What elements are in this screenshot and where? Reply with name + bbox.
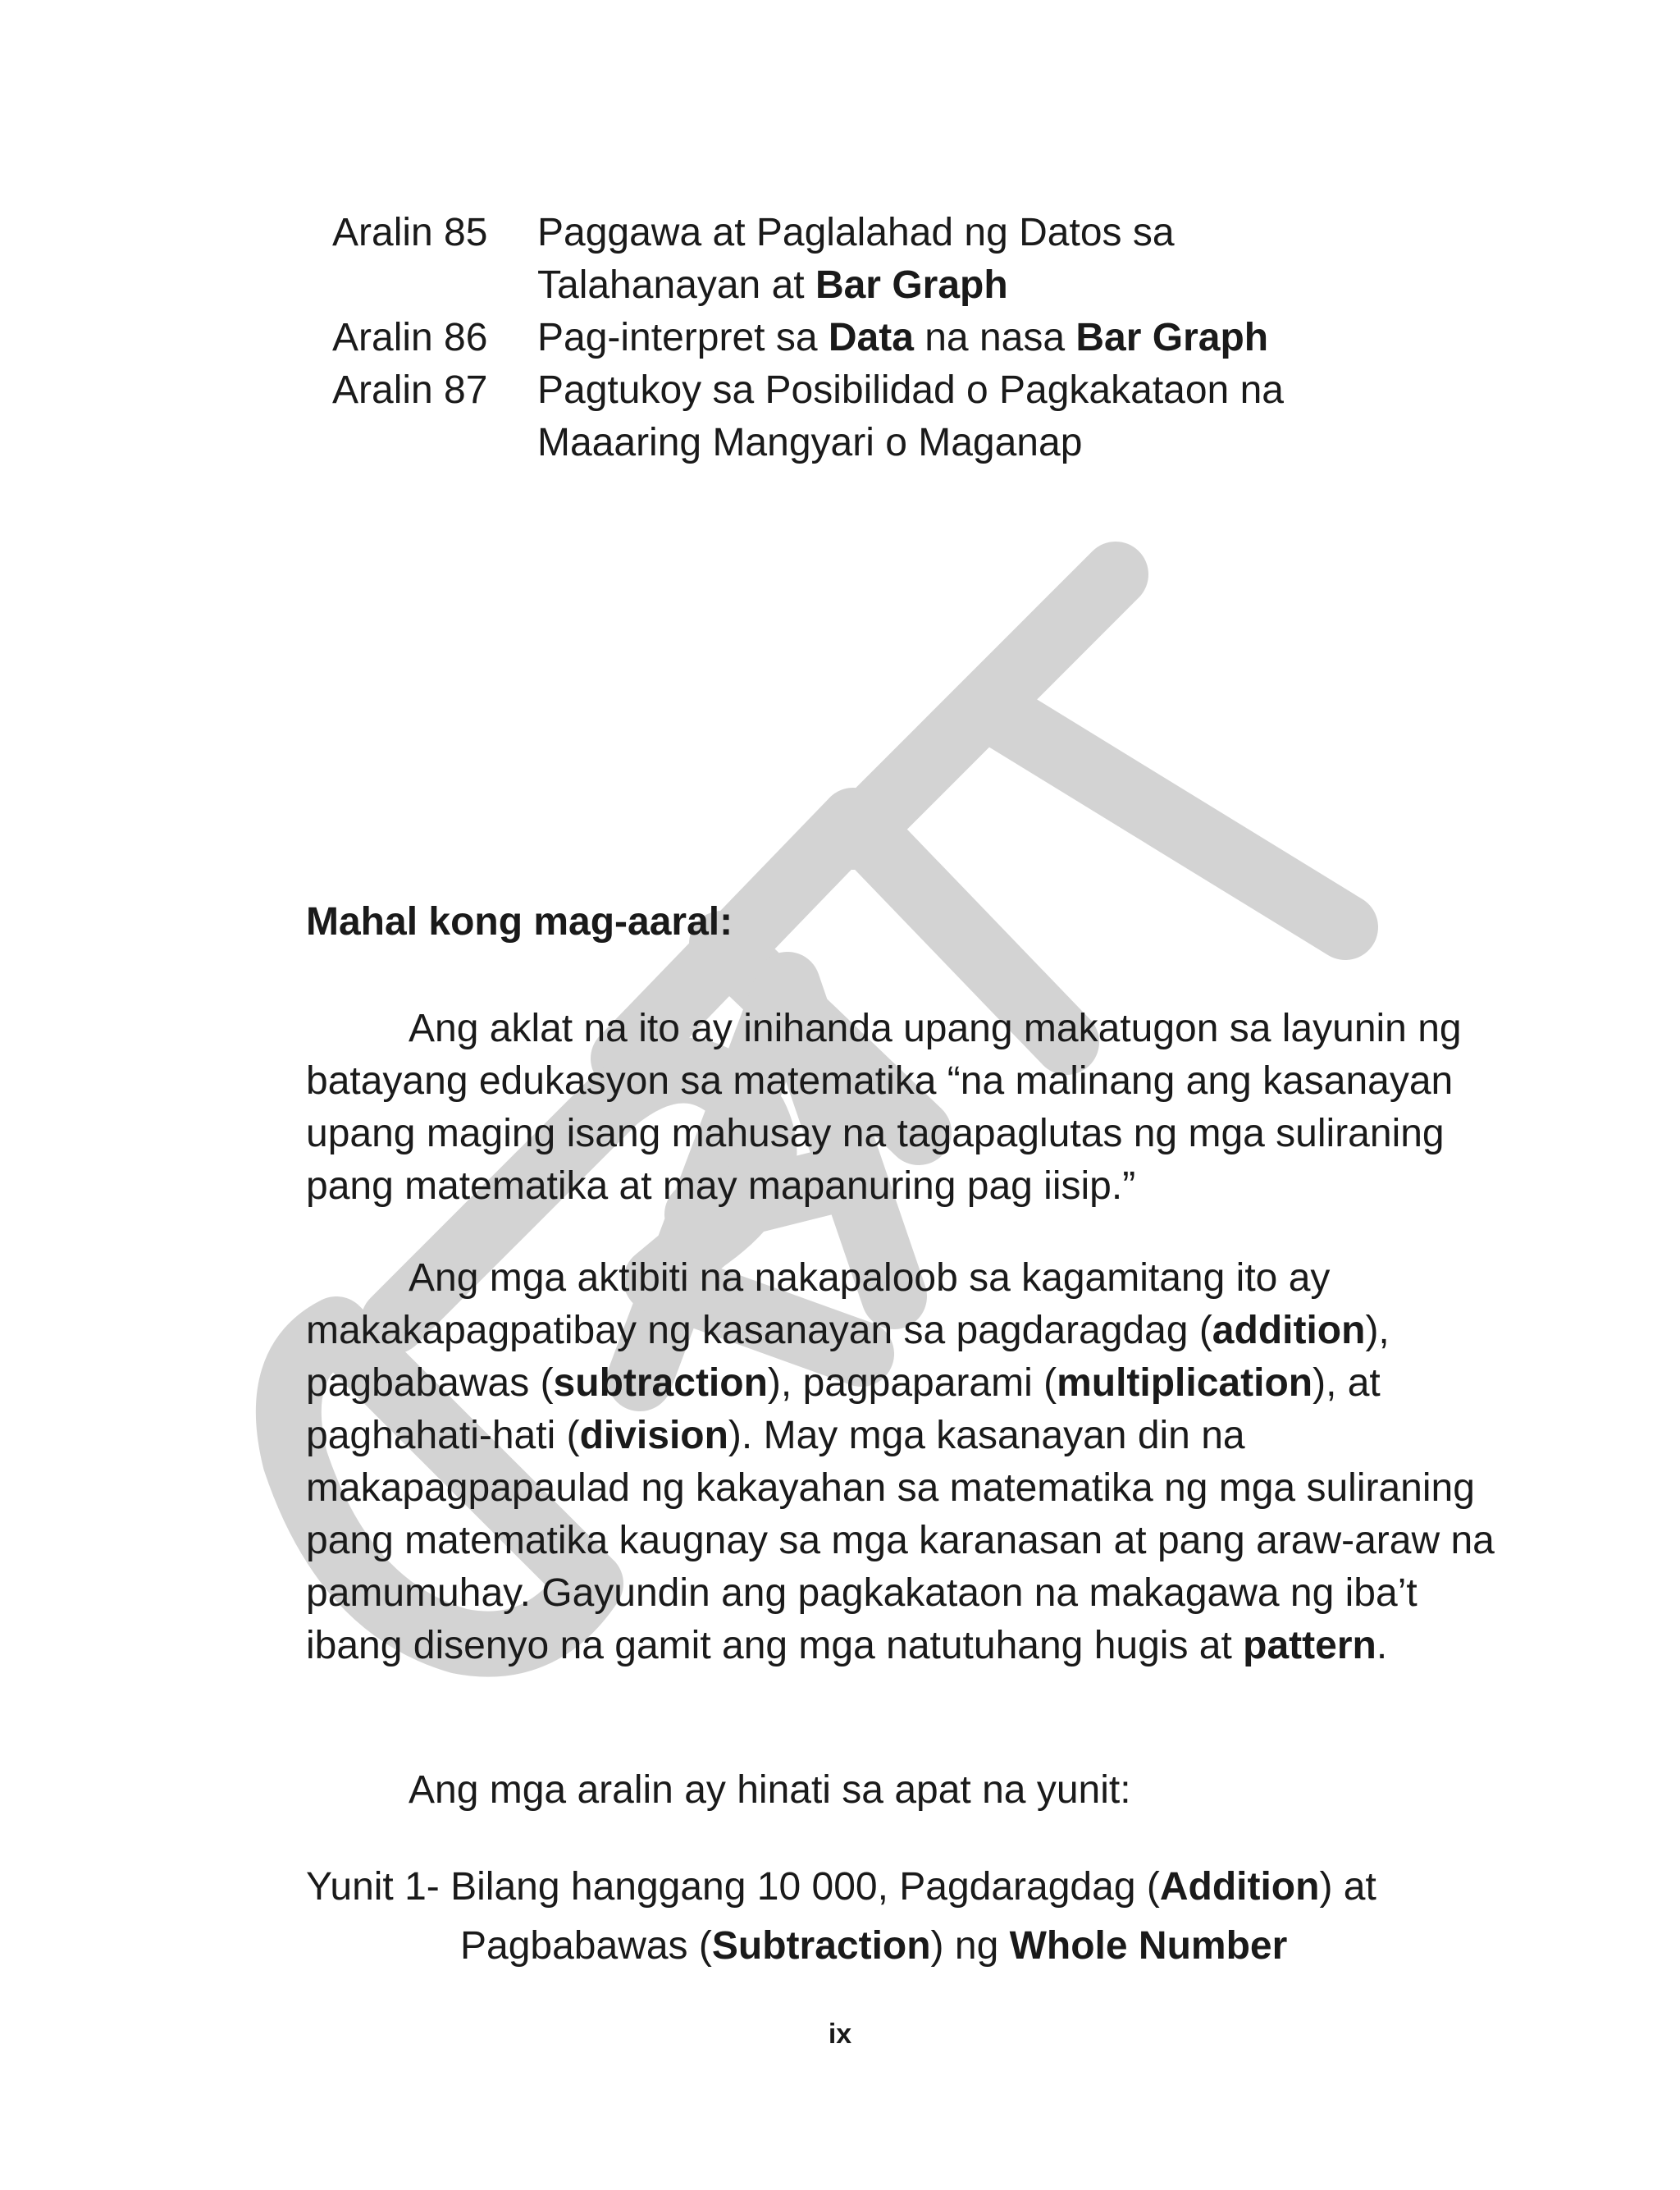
paragraph-text: ), pagbabawas (: [306, 1309, 1390, 1405]
units-intro-paragraph: [306, 1764, 1495, 1817]
toc-entry: [332, 207, 1358, 312]
toc-text: Pag-interpret sa: [537, 316, 829, 359]
bold-term: Addition: [1159, 1865, 1320, 1909]
bold-term: Whole Number: [1009, 1924, 1288, 1968]
toc-entry-number: Aralin 85: [332, 211, 488, 254]
intro-paragraph: [306, 1003, 1495, 1213]
paragraph-text: Ang mga aktibiti na nakapaloob sa kagamitang ito ay makakapagpatibay ng kasanayan sa pagdaragdag (: [306, 1256, 1331, 1352]
toc-entry-title-line: Maaaring Mangyari o Maganap: [537, 421, 1083, 464]
table-of-contents: [332, 207, 1358, 469]
toc-entry-title: [537, 312, 1358, 364]
toc-text: na nasa: [913, 316, 1076, 359]
activities-paragraph: [306, 1252, 1495, 1672]
letter-salutation: Mahal kong mag-aaral:: [306, 900, 733, 944]
toc-entry-number: Aralin 86: [332, 316, 488, 359]
toc-entry-title: [537, 364, 1358, 469]
paragraph-text: .: [1376, 1624, 1388, 1667]
unit-continuation-line: [306, 1917, 1495, 1976]
toc-entry-title-line: [537, 259, 1358, 312]
paragraph-text: ), at paghahati-hati (: [306, 1361, 1381, 1457]
bold-term: division: [579, 1414, 728, 1457]
bold-term: multiplication: [1057, 1361, 1313, 1405]
toc-entry-title: [537, 207, 1358, 312]
toc-entry: [332, 312, 1358, 364]
unit-1-entry: [306, 1858, 1495, 1976]
page-number: ix: [828, 2019, 852, 2050]
toc-bold-term: Data: [828, 316, 914, 359]
bold-term: pattern: [1243, 1624, 1376, 1667]
unit-text: Yunit 1- Bilang hanggang 10 000, Pagdaragdag (: [306, 1865, 1160, 1909]
unit-text: ) ng: [930, 1924, 1010, 1968]
bold-term: subtraction: [553, 1361, 768, 1405]
toc-entry-title-line: Pagtukoy sa Posibilidad o Pagkakataon na: [537, 368, 1284, 412]
toc-text: Talahanayan at: [537, 263, 815, 307]
paragraph-text: Ang mga aralin ay hinati sa apat na yunit:: [409, 1768, 1131, 1812]
toc-bold-term: Bar Graph: [1075, 316, 1269, 359]
paragraph-text: ), pagpaparami (: [767, 1361, 1057, 1405]
toc-entry-number: Aralin 87: [332, 368, 488, 412]
bold-term: Subtraction: [711, 1924, 931, 1968]
toc-entry-title-line: Paggawa at Paglalahad ng Datos sa: [537, 211, 1175, 254]
bold-term: addition: [1212, 1309, 1366, 1352]
unit-text: Pagbabawas (: [460, 1924, 712, 1968]
paragraph-text: ). May mga kasanayan din na makapagpapaulad ng kakayahan sa matematika ng mga suliraning pang matematika kaugnay sa mga karanasan at pang araw-araw na pamumuhay. Gayundin ang pagkakataon na makagawa ng iba’t ibang disenyo na gamit ang mga natutuhang hugis at: [306, 1414, 1495, 1667]
watermark-letter-t: [853, 574, 1345, 927]
paragraph-text: Ang aklat na ito ay inihanda upang makatugon sa layunin ng batayang edukasyon sa matematika “na malinang ang kasanayan upang maging isang mahusay na tagapaglutas ng mga suliraning pang matematika at may mapanuring pag iisip.”: [306, 1007, 1462, 1208]
unit-text: ) at: [1319, 1865, 1376, 1909]
toc-bold-term: Bar Graph: [815, 263, 1008, 307]
toc-entry: [332, 364, 1358, 469]
